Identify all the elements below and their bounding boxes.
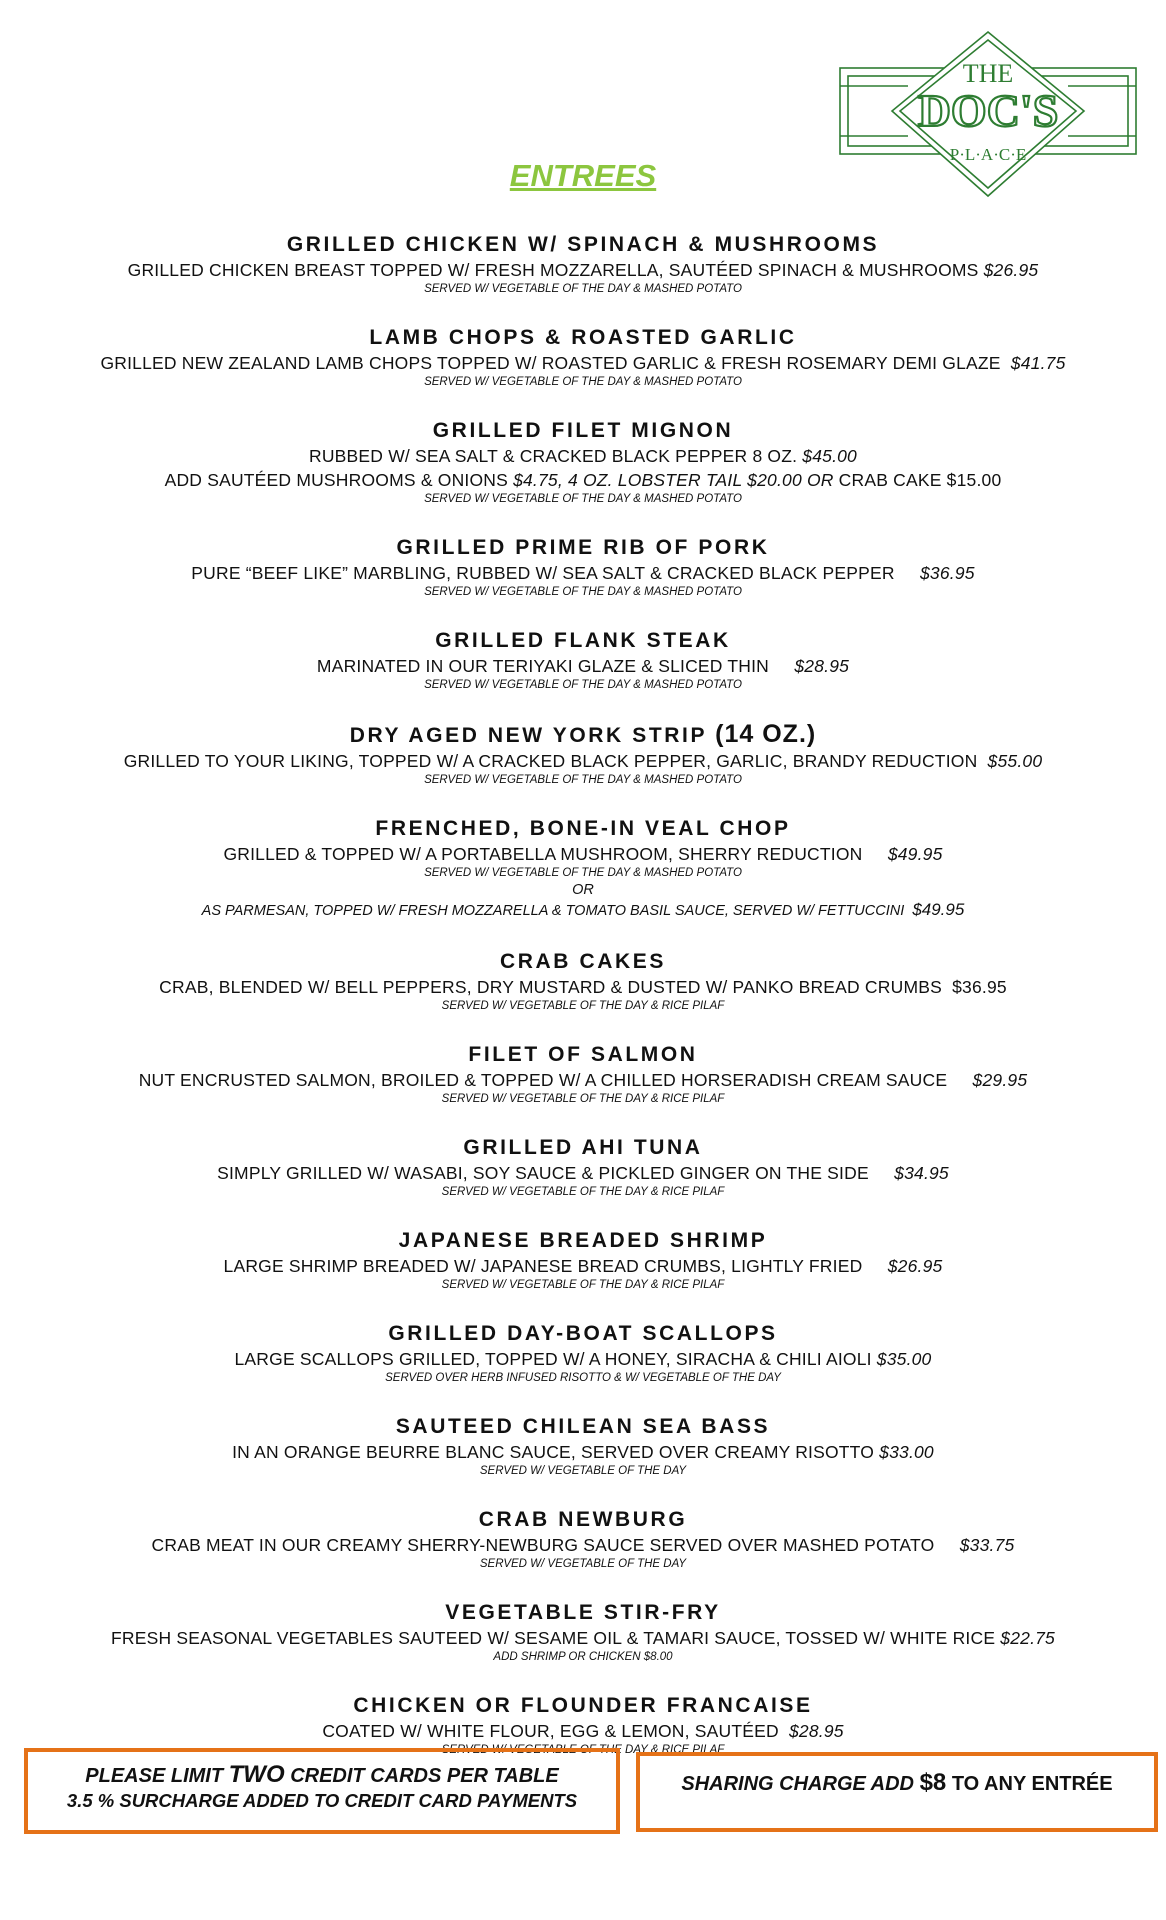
item-note: SERVED W/ VEGETABLE OF THE DAY xyxy=(479,1465,687,1477)
menu-item xyxy=(0,325,1166,390)
item-description: LARGE SCALLOPS GRILLED, TOPPED W/ A HONEY, SIRACHA & CHILI AIOLI $35.00 xyxy=(234,1349,932,1369)
item-price: $41.75 xyxy=(1010,353,1066,373)
item-price: $34.95 xyxy=(894,1163,949,1183)
menu-item xyxy=(0,628,1166,693)
menu-item xyxy=(0,232,1166,297)
item-note: SERVED W/ VEGETABLE OF THE DAY & MASHED POTATO xyxy=(424,376,742,388)
menu-item xyxy=(0,1600,1166,1665)
item-description: SIMPLY GRILLED W/ WASABI, SOY SAUCE & PICKLED GINGER ON THE SIDE $34.95 xyxy=(217,1163,949,1183)
entree-list xyxy=(0,232,1166,1786)
item-note: SERVED W/ VEGETABLE OF THE DAY & RICE PILAF xyxy=(441,1000,725,1012)
menu-item xyxy=(0,1135,1166,1200)
item-note: SERVED W/ VEGETABLE OF THE DAY & RICE PILAF xyxy=(441,1744,725,1756)
item-or: OR xyxy=(572,882,594,898)
item-description: NUT ENCRUSTED SALMON, BROILED & TOPPED W/ A CHILLED HORSERADISH CREAM SAUCE $29.95 xyxy=(138,1070,1028,1090)
menu-item xyxy=(0,1228,1166,1293)
item-price: $26.95 xyxy=(887,1256,943,1276)
menu-item xyxy=(0,816,1166,921)
credit-card-notice: PLEASE LIMIT TWO CREDIT CARDS PER TABLE 3.5 % SURCHARGE ADDED TO CREDIT CARD PAYMENTS xyxy=(24,1748,620,1834)
item-description: MARINATED IN OUR TERIYAKI GLAZE & SLICED THIN $28.95 xyxy=(316,656,850,676)
item-name: DRY AGED NEW YORK STRIP (14 OZ.) xyxy=(349,720,817,748)
item-description: GRILLED & TOPPED W/ A PORTABELLA MUSHROOM, SHERRY REDUCTION $49.95 xyxy=(223,844,943,864)
item-name: CRAB NEWBURG xyxy=(478,1508,688,1531)
item-price: $35.00 xyxy=(876,1349,932,1369)
item-name: FILET OF SALMON xyxy=(468,1043,698,1066)
item-note: SERVED W/ VEGETABLE OF THE DAY xyxy=(479,1558,687,1570)
item-addon: ADD SAUTÉED MUSHROOMS & ONIONS $4.75, 4 OZ. LOBSTER TAIL $20.00 OR CRAB CAKE $15.00 xyxy=(164,470,1002,490)
item-name: FRENCHED, BONE-IN VEAL CHOP xyxy=(375,817,791,840)
item-price: $49.95 xyxy=(887,844,943,864)
item-note: SERVED W/ VEGETABLE OF THE DAY & RICE PILAF xyxy=(441,1279,725,1291)
item-description: CRAB MEAT IN OUR CREAMY SHERRY-NEWBURG SAUCE SERVED OVER MASHED POTATO $33.75 xyxy=(151,1535,1015,1555)
item-price: $36.95 xyxy=(920,563,975,583)
item-description: CRAB, BLENDED W/ BELL PEPPERS, DRY MUSTARD & DUSTED W/ PANKO BREAD CRUMBS $36.95 xyxy=(159,977,1007,997)
item-alternative: AS PARMESAN, TOPPED W/ FRESH MOZZARELLA & TOMATO BASIL SAUCE, SERVED W/ FETTUCCINI $49.95 xyxy=(201,900,965,919)
item-note: SERVED W/ VEGETABLE OF THE DAY & RICE PILAF xyxy=(441,1093,725,1105)
item-price: $26.95 xyxy=(983,260,1039,280)
item-note: SERVED W/ VEGETABLE OF THE DAY & MASHED POTATO xyxy=(424,493,742,505)
menu-item xyxy=(0,1321,1166,1386)
svg-text:P·L·A·C·E: P·L·A·C·E xyxy=(949,145,1027,164)
menu-item xyxy=(0,1414,1166,1479)
sharing-charge-notice: SHARING CHARGE ADD $8 TO ANY ENTRÉE xyxy=(636,1752,1158,1832)
item-description: COATED W/ WHITE FLOUR, EGG & LEMON, SAUTÉED $28.95 xyxy=(322,1721,844,1741)
menu-item xyxy=(0,949,1166,1014)
item-name: GRILLED PRIME RIB OF PORK xyxy=(396,536,770,559)
item-name: VEGETABLE STIR-FRY xyxy=(445,1601,721,1624)
menu-item xyxy=(0,721,1166,788)
item-note: ADD SHRIMP OR CHICKEN $8.00 xyxy=(493,1651,673,1663)
item-description: GRILLED CHICKEN BREAST TOPPED W/ FRESH MOZZARELLA, SAUTÉED SPINACH & MUSHROOMS $26.95 xyxy=(127,260,1039,280)
item-description: FRESH SEASONAL VEGETABLES SAUTEED W/ SESAME OIL & TAMARI SAUCE, TOSSED W/ WHITE RICE $22.75 xyxy=(110,1628,1055,1648)
item-name: CRAB CAKES xyxy=(499,950,666,973)
item-price: $33.00 xyxy=(879,1442,934,1462)
item-name: GRILLED FLANK STEAK xyxy=(435,629,731,652)
menu-item xyxy=(0,535,1166,600)
item-name: SAUTEED CHILEAN SEA BASS xyxy=(395,1415,771,1438)
item-price: $33.75 xyxy=(959,1535,1015,1555)
item-description: LARGE SHRIMP BREADED W/ JAPANESE BREAD CRUMBS, LIGHTLY FRIED $26.95 xyxy=(223,1256,943,1276)
item-name: CHICKEN OR FLOUNDER FRANCAISE xyxy=(353,1694,813,1717)
item-description: GRILLED TO YOUR LIKING, TOPPED W/ A CRACKED BLACK PEPPER, GARLIC, BRANDY REDUCTION $55.00 xyxy=(123,751,1043,771)
item-price: $22.75 xyxy=(1000,1628,1055,1648)
item-note: SERVED W/ VEGETABLE OF THE DAY & MASHED POTATO xyxy=(424,679,742,691)
item-price: $45.00 xyxy=(802,446,857,466)
item-price: $36.95 xyxy=(952,977,1007,997)
menu-item xyxy=(0,418,1166,507)
item-name: GRILLED CHICKEN W/ SPINACH & MUSHROOMS xyxy=(286,233,880,256)
item-name: GRILLED FILET MIGNON xyxy=(432,419,734,442)
item-note: SERVED W/ VEGETABLE OF THE DAY & RICE PILAF xyxy=(441,1186,725,1198)
item-price: $28.95 xyxy=(788,1721,844,1741)
item-name: GRILLED DAY-BOAT SCALLOPS xyxy=(388,1322,778,1345)
item-note: SERVED W/ VEGETABLE OF THE DAY & MASHED POTATO xyxy=(424,774,742,786)
item-description: PURE “BEEF LIKE” MARBLING, RUBBED W/ SEA SALT & CRACKED BLACK PEPPER $36.95 xyxy=(191,563,975,583)
menu-item xyxy=(0,1042,1166,1107)
section-title: ENTREES xyxy=(509,158,657,193)
item-name: JAPANESE BREADED SHRIMP xyxy=(398,1229,768,1252)
item-note: SERVED W/ VEGETABLE OF THE DAY & MASHED POTATO xyxy=(424,586,742,598)
item-note: SERVED W/ VEGETABLE OF THE DAY & MASHED POTATO xyxy=(424,867,742,879)
svg-text:DOC'S: DOC'S xyxy=(917,85,1059,136)
item-price: $29.95 xyxy=(972,1070,1028,1090)
item-name: GRILLED AHI TUNA xyxy=(463,1136,703,1159)
svg-text:THE: THE xyxy=(962,59,1014,88)
item-note: SERVED OVER HERB INFUSED RISOTTO & W/ VEGETABLE OF THE DAY xyxy=(385,1372,781,1384)
item-note: SERVED W/ VEGETABLE OF THE DAY & MASHED POTATO xyxy=(424,283,742,295)
item-name: LAMB CHOPS & ROASTED GARLIC xyxy=(369,326,797,349)
item-description: GRILLED NEW ZEALAND LAMB CHOPS TOPPED W/ ROASTED GARLIC & FRESH ROSEMARY DEMI GLAZE $41.75 xyxy=(100,353,1066,373)
item-description: RUBBED W/ SEA SALT & CRACKED BLACK PEPPER 8 OZ. $45.00 xyxy=(309,446,857,466)
item-description: IN AN ORANGE BEURRE BLANC SAUCE, SERVED OVER CREAMY RISOTTO $33.00 xyxy=(232,1442,934,1462)
item-price: $55.00 xyxy=(987,751,1043,771)
menu-item xyxy=(0,1507,1166,1572)
item-price: $28.95 xyxy=(794,656,850,676)
